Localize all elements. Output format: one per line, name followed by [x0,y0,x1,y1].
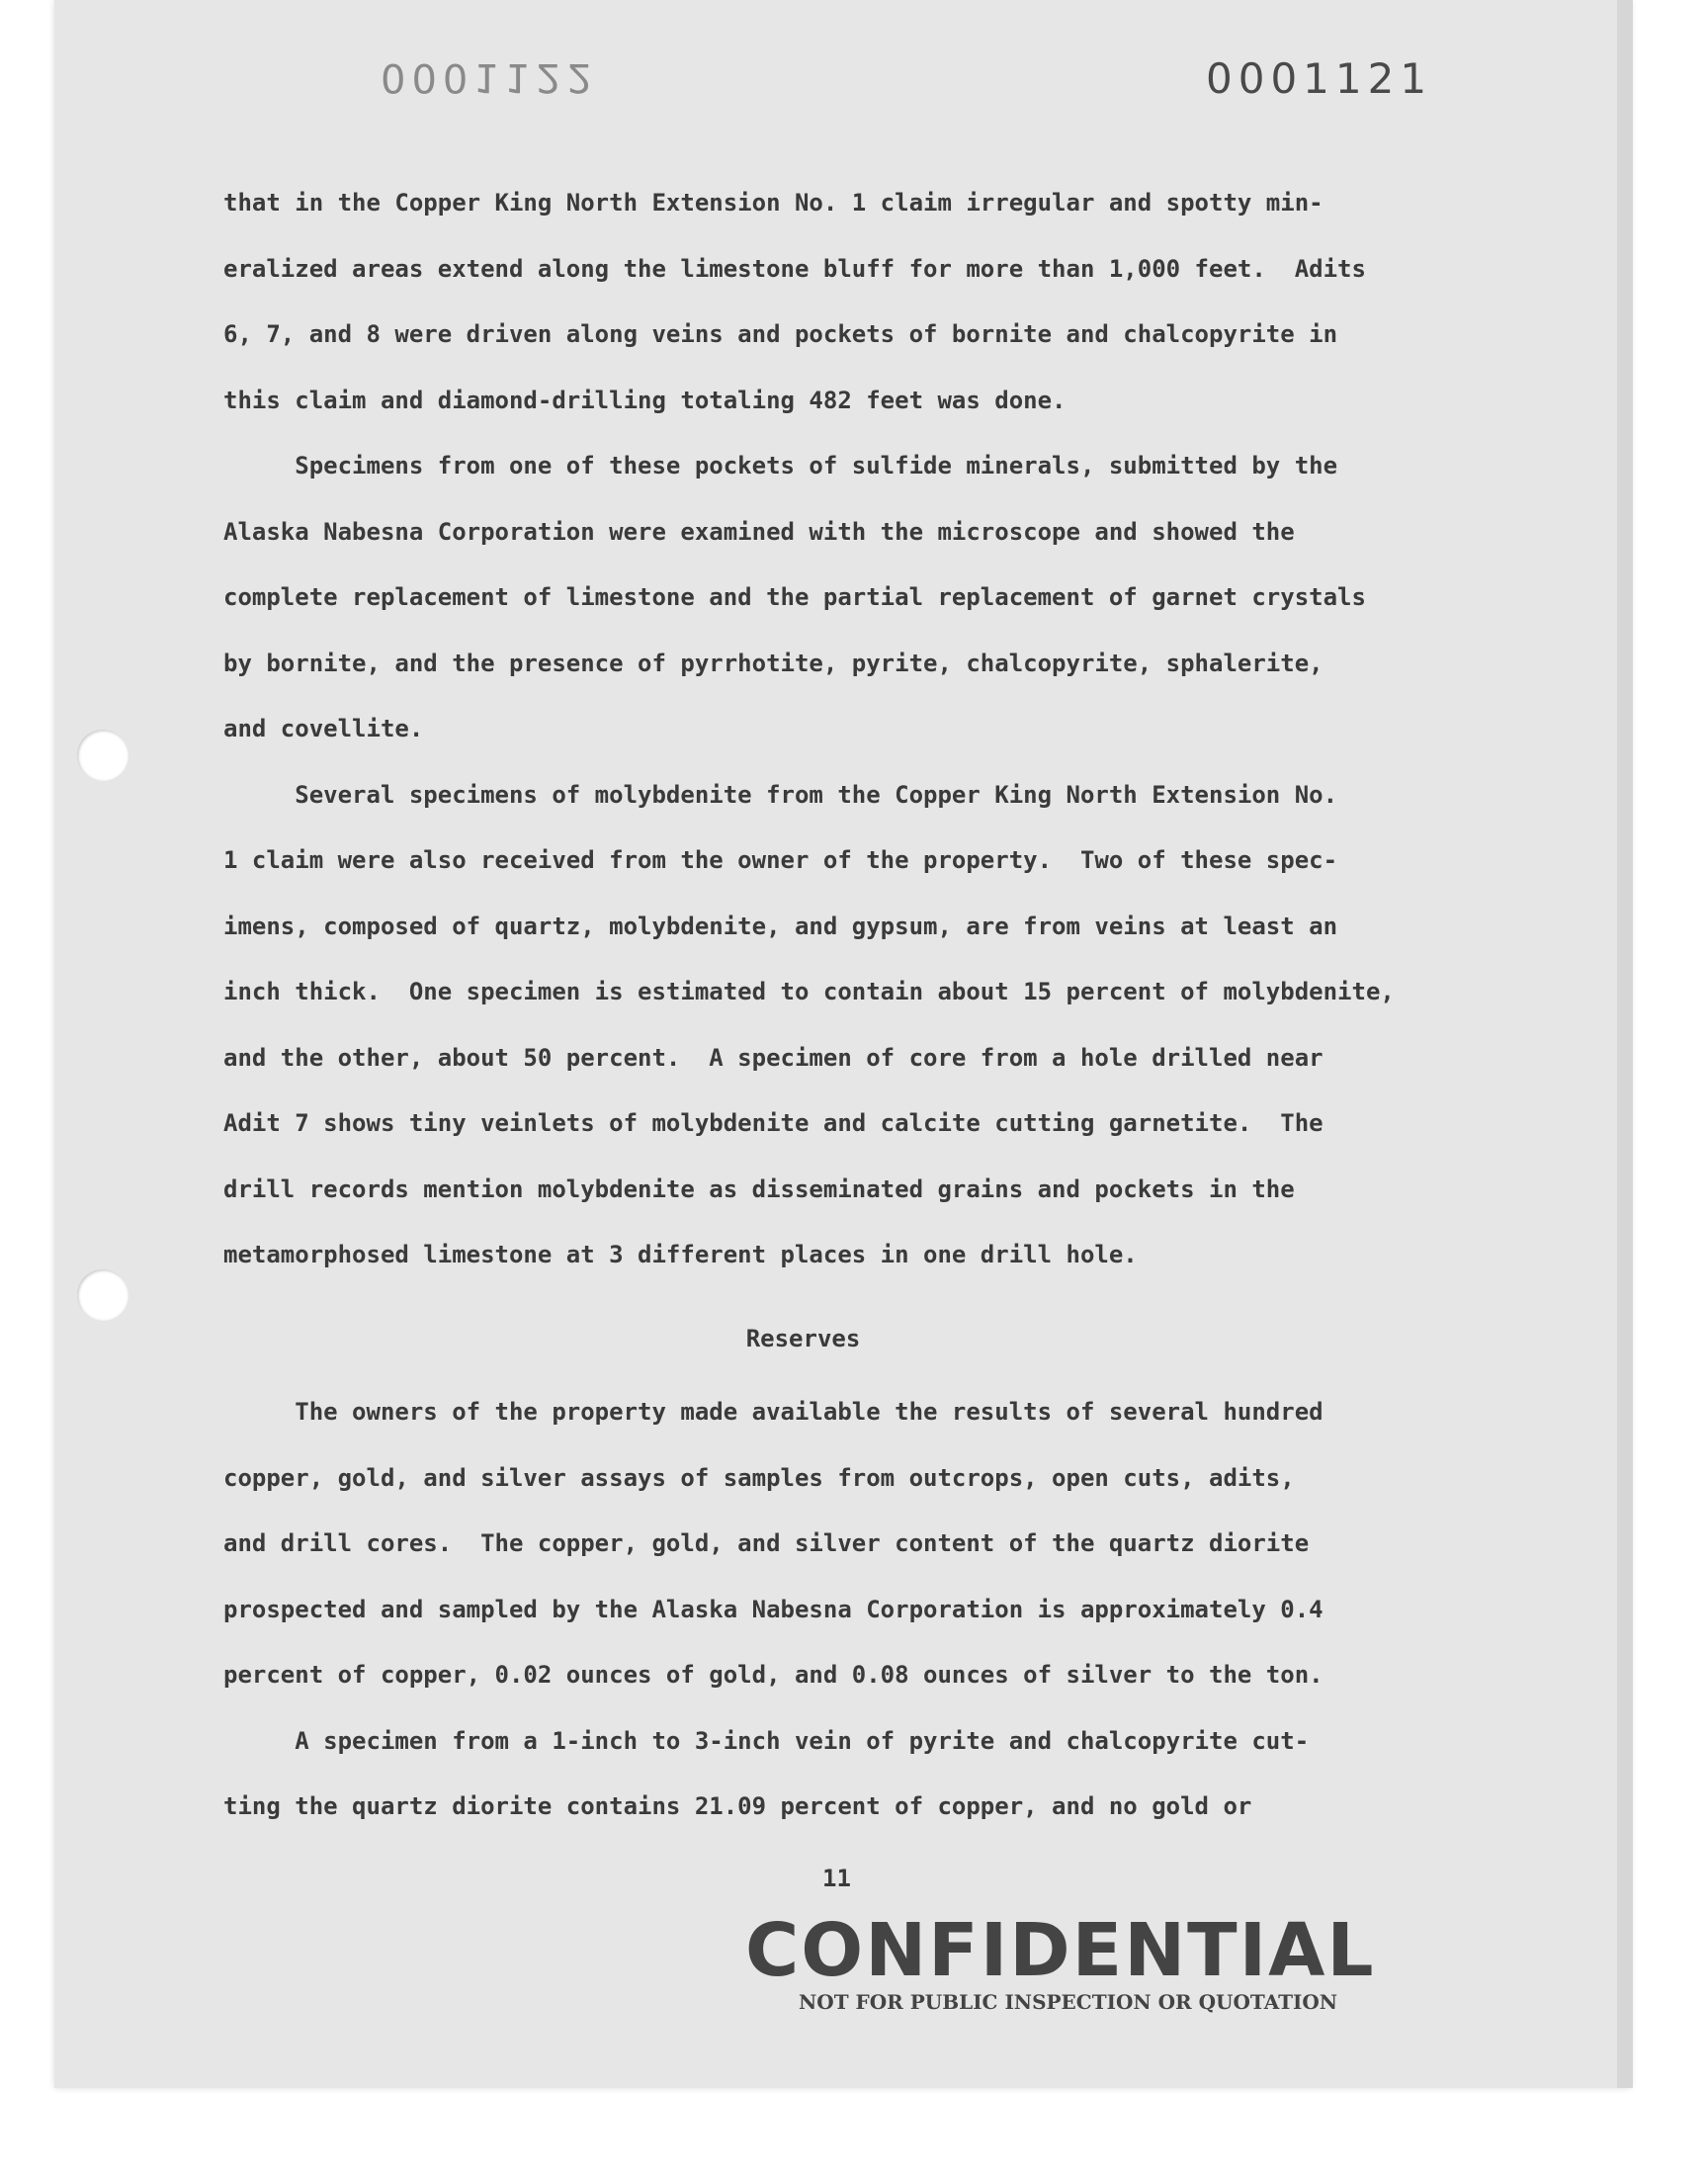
text-line: that in the Copper King North Extension No. 1 claim irregular and spotty min- [223,189,1324,217]
bates-stamp-inverted: 0001122 [381,54,599,100]
confidential-subtitle: NOT FOR PUBLIC INSPECTION OR QUOTATION [799,1990,1338,2014]
text-line: inch thick. One specimen is estimated to contain about 15 percent of molybdenite, [223,978,1395,1005]
text-line: copper, gold, and silver assays of samples from outcrops, open cuts, adits, [223,1463,1295,1492]
text-line: 6, 7, and 8 were driven along veins and pockets of bornite and chalcopyrite in [223,320,1338,348]
punch-hole-upper [77,730,128,781]
text-line: 1 claim were also received from the owner of the property. Two of these spec- [223,846,1338,874]
page-edge-shadow [1617,0,1633,2088]
text-line: complete replacement of limestone and the partial replacement of garnet crystals [223,583,1366,611]
text-line: and the other, about 50 percent. A specimen of core from a hole drilled near [223,1043,1324,1072]
bates-stamp: 0001121 [1206,54,1433,103]
text-line: Specimens from one of these pockets of sulfide minerals, submitted by the [223,452,1338,479]
text-line: and covellite. [223,715,424,742]
confidential-stamp: CONFIDENTIAL [745,1908,1376,1993]
body-text-top [223,170,1578,1288]
text-line: The owners of the property made available the results of several hundred [223,1398,1324,1426]
text-line: Adit 7 shows tiny veinlets of molybdenite and calcite cutting garnetite. The [223,1109,1324,1137]
punch-hole-lower [77,1269,128,1321]
text-line: Alaska Nabesna Corporation were examined with the microscope and showed the [223,517,1295,546]
text-line: and drill cores. The copper, gold, and silver content of the quartz diorite [223,1529,1310,1557]
section-heading: Reserves [745,1325,861,1352]
text-line: imens, composed of quartz, molybdenite, and gypsum, are from veins at least an [223,912,1338,940]
text-line: ting the quartz diorite contains 21.09 percent of copper, and no gold or [223,1792,1252,1820]
text-line: Several specimens of molybdenite from the Copper King North Extension No. [223,780,1338,809]
text-line: drill records mention molybdenite as disseminated grains and pockets in the [223,1174,1295,1203]
text-line: eralized areas extend along the limestone bluff for more than 1,000 feet. Adits [223,254,1366,283]
page-number: 11 [822,1865,851,1892]
text-line: by bornite, and the presence of pyrrhotite, pyrite, chalcopyrite, sphalerite, [223,649,1324,677]
body-text-bottom [223,1379,1578,1840]
text-line: A specimen from a 1-inch to 3-inch vein of pyrite and chalcopyrite cut- [223,1726,1310,1755]
text-line: percent of copper, 0.02 ounces of gold, and 0.08 ounces of silver to the ton. [223,1661,1324,1689]
text-line: prospected and sampled by the Alaska Nabesna Corporation is approximately 0.4 [223,1595,1324,1623]
text-line: this claim and diamond-drilling totaling 482 feet was done. [223,386,1067,414]
text-line: metamorphosed limestone at 3 different places in one drill hole. [223,1241,1138,1268]
